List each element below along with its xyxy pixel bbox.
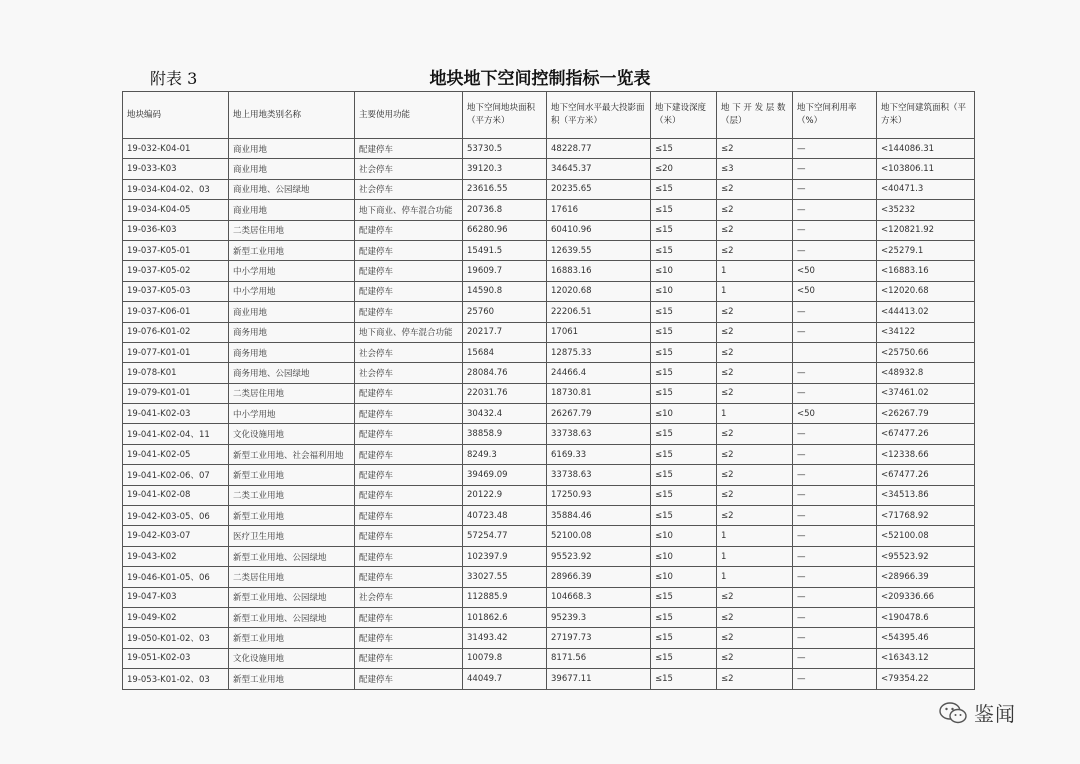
cell-plot-code: 19-037-K06-01 xyxy=(123,302,229,322)
cell-depth: ≤10 xyxy=(651,281,717,301)
cell-floor-area: <144086.31 xyxy=(877,139,975,159)
cell-plot-code: 19-041-K02-08 xyxy=(123,485,229,505)
cell-max-projection: 95239.3 xyxy=(547,607,651,627)
cell-plot-code: 19-050-K01-02、03 xyxy=(123,628,229,648)
col-header-floor-area: 地下空间建筑面积（平方米） xyxy=(877,92,975,139)
cell-depth: ≤15 xyxy=(651,424,717,444)
cell-plot-area: 44049.7 xyxy=(463,669,547,689)
cell-depth: ≤15 xyxy=(651,506,717,526)
cell-land-use: 二类居住用地 xyxy=(229,567,355,587)
cell-plot-code: 19-078-K01 xyxy=(123,363,229,383)
cell-plot-area: 112885.9 xyxy=(463,587,547,607)
cell-main-function: 社会停车 xyxy=(355,342,463,362)
cell-levels: 1 xyxy=(717,526,793,546)
cell-utilization: — xyxy=(793,465,877,485)
cell-plot-area: 20217.7 xyxy=(463,322,547,342)
cell-utilization: — xyxy=(793,159,877,179)
cell-main-function: 社会停车 xyxy=(355,363,463,383)
cell-land-use: 新型工业用地、公园绿地 xyxy=(229,587,355,607)
table-body xyxy=(123,139,975,690)
cell-main-function: 配建停车 xyxy=(355,220,463,240)
cell-main-function: 配建停车 xyxy=(355,567,463,587)
cell-land-use: 新型工业用地、公园绿地 xyxy=(229,546,355,566)
cell-utilization: — xyxy=(793,567,877,587)
col-header-utilization: 地下空间利用率（%） xyxy=(793,92,877,139)
table-row xyxy=(123,240,975,260)
cell-max-projection: 26267.79 xyxy=(547,404,651,424)
cell-land-use: 商业用地 xyxy=(229,302,355,322)
cell-levels: 1 xyxy=(717,567,793,587)
cell-levels: ≤2 xyxy=(717,628,793,648)
cell-depth: ≤10 xyxy=(651,567,717,587)
page-title: 地块地下空间控制指标一览表 xyxy=(429,69,651,89)
col-header-plot-area: 地下空间地块面积（平方米） xyxy=(463,92,547,139)
cell-max-projection: 16883.16 xyxy=(547,261,651,281)
cell-depth: ≤15 xyxy=(651,607,717,627)
cell-max-projection: 22206.51 xyxy=(547,302,651,322)
cell-main-function: 配建停车 xyxy=(355,240,463,260)
cell-main-function: 配建停车 xyxy=(355,139,463,159)
cell-depth: ≤20 xyxy=(651,159,717,179)
cell-utilization: — xyxy=(793,628,877,648)
cell-plot-area: 39469.09 xyxy=(463,465,547,485)
cell-plot-code: 19-037-K05-03 xyxy=(123,281,229,301)
cell-floor-area: <40471.3 xyxy=(877,179,975,199)
table-row xyxy=(123,526,975,546)
cell-floor-area: <16883.16 xyxy=(877,261,975,281)
cell-floor-area: <190478.6 xyxy=(877,607,975,627)
cell-max-projection: 6169.33 xyxy=(547,444,651,464)
cell-plot-code: 19-079-K01-01 xyxy=(123,383,229,403)
table-row xyxy=(123,261,975,281)
cell-land-use: 商务用地 xyxy=(229,342,355,362)
cell-max-projection: 8171.56 xyxy=(547,648,651,668)
cell-utilization: — xyxy=(793,648,877,668)
cell-utilization: — xyxy=(793,302,877,322)
cell-depth: ≤15 xyxy=(651,200,717,220)
cell-depth: ≤15 xyxy=(651,383,717,403)
cell-levels: 1 xyxy=(717,404,793,424)
table-row xyxy=(123,383,975,403)
cell-levels: ≤2 xyxy=(717,587,793,607)
cell-max-projection: 104668.3 xyxy=(547,587,651,607)
cell-plot-area: 102397.9 xyxy=(463,546,547,566)
cell-plot-code: 19-034-K04-05 xyxy=(123,200,229,220)
cell-land-use: 新型工业用地 xyxy=(229,240,355,260)
table-row xyxy=(123,607,975,627)
table-row xyxy=(123,546,975,566)
cell-levels: ≤2 xyxy=(717,363,793,383)
cell-max-projection: 52100.08 xyxy=(547,526,651,546)
cell-land-use: 新型工业用地、公园绿地 xyxy=(229,607,355,627)
cell-utilization: — xyxy=(793,424,877,444)
cell-main-function: 社会停车 xyxy=(355,587,463,607)
cell-max-projection: 33738.63 xyxy=(547,465,651,485)
cell-land-use: 中小学用地 xyxy=(229,261,355,281)
table-row xyxy=(123,485,975,505)
cell-utilization: — xyxy=(793,200,877,220)
cell-levels: 1 xyxy=(717,546,793,566)
cell-max-projection: 18730.81 xyxy=(547,383,651,403)
cell-utilization: — xyxy=(793,485,877,505)
cell-levels: ≤2 xyxy=(717,465,793,485)
cell-plot-area: 66280.96 xyxy=(463,220,547,240)
cell-main-function: 配建停车 xyxy=(355,281,463,301)
cell-max-projection: 27197.73 xyxy=(547,628,651,648)
cell-plot-code: 19-033-K03 xyxy=(123,159,229,179)
cell-max-projection: 60410.96 xyxy=(547,220,651,240)
table-row xyxy=(123,322,975,342)
cell-depth: ≤15 xyxy=(651,322,717,342)
cell-floor-area: <25279.1 xyxy=(877,240,975,260)
watermark-text: 鉴闻 xyxy=(974,702,1016,726)
cell-levels: ≤2 xyxy=(717,302,793,322)
cell-land-use: 中小学用地 xyxy=(229,404,355,424)
cell-land-use: 二类居住用地 xyxy=(229,383,355,403)
cell-max-projection: 95523.92 xyxy=(547,546,651,566)
cell-utilization: — xyxy=(793,179,877,199)
cell-plot-area: 40723.48 xyxy=(463,506,547,526)
col-header-land-use: 地上用地类别名称 xyxy=(229,92,355,139)
cell-plot-code: 19-034-K04-02、03 xyxy=(123,179,229,199)
cell-land-use: 商业用地 xyxy=(229,139,355,159)
cell-main-function: 社会停车 xyxy=(355,179,463,199)
cell-floor-area: <120821.92 xyxy=(877,220,975,240)
cell-main-function: 配建停车 xyxy=(355,383,463,403)
cell-utilization: — xyxy=(793,444,877,464)
cell-utilization: — xyxy=(793,240,877,260)
cell-plot-area: 20122.9 xyxy=(463,485,547,505)
cell-max-projection: 35884.46 xyxy=(547,506,651,526)
cell-main-function: 配建停车 xyxy=(355,444,463,464)
cell-plot-code: 19-037-K05-02 xyxy=(123,261,229,281)
cell-plot-code: 19-041-K02-03 xyxy=(123,404,229,424)
cell-floor-area: <26267.79 xyxy=(877,404,975,424)
table-header-row xyxy=(123,92,975,139)
table-row xyxy=(123,567,975,587)
cell-plot-area: 22031.76 xyxy=(463,383,547,403)
cell-levels: ≤2 xyxy=(717,383,793,403)
cell-plot-code: 19-047-K03 xyxy=(123,587,229,607)
cell-max-projection: 17250.93 xyxy=(547,485,651,505)
cell-land-use: 商务用地、公园绿地 xyxy=(229,363,355,383)
cell-floor-area: <12338.66 xyxy=(877,444,975,464)
cell-max-projection: 24466.4 xyxy=(547,363,651,383)
watermark xyxy=(938,698,1016,727)
cell-floor-area: <25750.66 xyxy=(877,342,975,362)
cell-land-use: 新型工业用地、社会福利用地 xyxy=(229,444,355,464)
cell-floor-area: <52100.08 xyxy=(877,526,975,546)
table-row xyxy=(123,424,975,444)
table-row xyxy=(123,506,975,526)
cell-main-function: 地下商业、停车混合功能 xyxy=(355,322,463,342)
cell-floor-area: <95523.92 xyxy=(877,546,975,566)
cell-levels: ≤2 xyxy=(717,648,793,668)
cell-main-function: 配建停车 xyxy=(355,526,463,546)
cell-depth: ≤15 xyxy=(651,444,717,464)
cell-floor-area: <209336.66 xyxy=(877,587,975,607)
cell-levels: ≤2 xyxy=(717,444,793,464)
cell-utilization: — xyxy=(793,220,877,240)
cell-plot-area: 28084.76 xyxy=(463,363,547,383)
cell-floor-area: <67477.26 xyxy=(877,424,975,444)
cell-land-use: 文化设施用地 xyxy=(229,424,355,444)
cell-plot-code: 19-077-K01-01 xyxy=(123,342,229,362)
cell-main-function: 地下商业、停车混合功能 xyxy=(355,200,463,220)
cell-plot-area: 10079.8 xyxy=(463,648,547,668)
cell-max-projection: 17616 xyxy=(547,200,651,220)
cell-utilization: — xyxy=(793,139,877,159)
table-row xyxy=(123,669,975,689)
cell-plot-code: 19-032-K04-01 xyxy=(123,139,229,159)
cell-utilization: — xyxy=(793,669,877,689)
cell-plot-area: 101862.6 xyxy=(463,607,547,627)
cell-land-use: 文化设施用地 xyxy=(229,648,355,668)
cell-floor-area: <28966.39 xyxy=(877,567,975,587)
cell-main-function: 配建停车 xyxy=(355,546,463,566)
cell-floor-area: <103806.11 xyxy=(877,159,975,179)
cell-plot-area: 15491.5 xyxy=(463,240,547,260)
table-row xyxy=(123,179,975,199)
cell-plot-code: 19-042-K03-07 xyxy=(123,526,229,546)
cell-levels: 1 xyxy=(717,281,793,301)
col-header-depth: 地下建设深度（米） xyxy=(651,92,717,139)
cell-land-use: 二类工业用地 xyxy=(229,485,355,505)
cell-depth: ≤15 xyxy=(651,179,717,199)
cell-depth: ≤15 xyxy=(651,465,717,485)
col-header-plot-code: 地块编码 xyxy=(123,92,229,139)
cell-land-use: 医疗卫生用地 xyxy=(229,526,355,546)
cell-main-function: 配建停车 xyxy=(355,465,463,485)
cell-depth: ≤15 xyxy=(651,220,717,240)
cell-depth: ≤15 xyxy=(651,485,717,505)
cell-main-function: 配建停车 xyxy=(355,506,463,526)
cell-main-function: 配建停车 xyxy=(355,648,463,668)
cell-plot-area: 8249.3 xyxy=(463,444,547,464)
cell-land-use: 新型工业用地 xyxy=(229,506,355,526)
cell-levels: ≤2 xyxy=(717,220,793,240)
cell-land-use: 商业用地、公园绿地 xyxy=(229,179,355,199)
cell-levels: ≤2 xyxy=(717,607,793,627)
table-row xyxy=(123,139,975,159)
cell-land-use: 新型工业用地 xyxy=(229,669,355,689)
cell-plot-code: 19-046-K01-05、06 xyxy=(123,567,229,587)
cell-levels: 1 xyxy=(717,261,793,281)
cell-max-projection: 20235.65 xyxy=(547,179,651,199)
cell-depth: ≤15 xyxy=(651,240,717,260)
cell-plot-area: 25760 xyxy=(463,302,547,322)
cell-utilization: — xyxy=(793,363,877,383)
cell-depth: ≤15 xyxy=(651,628,717,648)
cell-plot-code: 19-043-K02 xyxy=(123,546,229,566)
cell-utilization xyxy=(793,342,877,362)
cell-levels: ≤2 xyxy=(717,342,793,362)
cell-depth: ≤15 xyxy=(651,669,717,689)
cell-utilization: — xyxy=(793,587,877,607)
cell-max-projection: 48228.77 xyxy=(547,139,651,159)
cell-utilization: — xyxy=(793,546,877,566)
cell-max-projection: 12639.55 xyxy=(547,240,651,260)
cell-floor-area: <34513.86 xyxy=(877,485,975,505)
cell-land-use: 新型工业用地 xyxy=(229,628,355,648)
cell-depth: ≤15 xyxy=(651,648,717,668)
table-row xyxy=(123,628,975,648)
cell-levels: ≤2 xyxy=(717,200,793,220)
cell-plot-code: 19-053-K01-02、03 xyxy=(123,669,229,689)
cell-land-use: 中小学用地 xyxy=(229,281,355,301)
cell-main-function: 配建停车 xyxy=(355,607,463,627)
cell-levels: ≤2 xyxy=(717,485,793,505)
cell-utilization: — xyxy=(793,526,877,546)
cell-plot-code: 19-036-K03 xyxy=(123,220,229,240)
cell-floor-area: <16343.12 xyxy=(877,648,975,668)
cell-plot-code: 19-051-K02-03 xyxy=(123,648,229,668)
table-row xyxy=(123,465,975,485)
appendix-label: 附表 3 xyxy=(150,69,198,88)
cell-plot-area: 30432.4 xyxy=(463,404,547,424)
cell-depth: ≤15 xyxy=(651,302,717,322)
col-header-levels: 地 下 开 发 层 数（层） xyxy=(717,92,793,139)
cell-main-function: 配建停车 xyxy=(355,261,463,281)
wechat-icon xyxy=(938,701,968,725)
table-row xyxy=(123,648,975,668)
cell-floor-area: <44413.02 xyxy=(877,302,975,322)
cell-depth: ≤15 xyxy=(651,363,717,383)
cell-plot-area: 31493.42 xyxy=(463,628,547,648)
cell-plot-area: 19609.7 xyxy=(463,261,547,281)
cell-floor-area: <67477.26 xyxy=(877,465,975,485)
cell-depth: ≤15 xyxy=(651,587,717,607)
table-row xyxy=(123,404,975,424)
table-row xyxy=(123,281,975,301)
cell-land-use: 商业用地 xyxy=(229,200,355,220)
cell-depth: ≤15 xyxy=(651,342,717,362)
cell-max-projection: 34645.37 xyxy=(547,159,651,179)
cell-max-projection: 33738.63 xyxy=(547,424,651,444)
cell-levels: ≤2 xyxy=(717,240,793,260)
cell-utilization: — xyxy=(793,607,877,627)
cell-plot-area: 33027.55 xyxy=(463,567,547,587)
cell-main-function: 配建停车 xyxy=(355,669,463,689)
cell-utilization: <50 xyxy=(793,404,877,424)
table-row xyxy=(123,302,975,322)
cell-max-projection: 17061 xyxy=(547,322,651,342)
cell-plot-code: 19-076-K01-02 xyxy=(123,322,229,342)
cell-main-function: 配建停车 xyxy=(355,404,463,424)
cell-plot-area: 23616.55 xyxy=(463,179,547,199)
cell-floor-area: <71768.92 xyxy=(877,506,975,526)
cell-depth: ≤10 xyxy=(651,546,717,566)
cell-land-use: 新型工业用地 xyxy=(229,465,355,485)
table-row xyxy=(123,342,975,362)
cell-floor-area: <35232 xyxy=(877,200,975,220)
cell-depth: ≤10 xyxy=(651,526,717,546)
cell-max-projection: 39677.11 xyxy=(547,669,651,689)
cell-floor-area: <34122 xyxy=(877,322,975,342)
cell-floor-area: <37461.02 xyxy=(877,383,975,403)
cell-levels: ≤3 xyxy=(717,159,793,179)
cell-plot-area: 14590.8 xyxy=(463,281,547,301)
cell-plot-code: 19-041-K02-04、11 xyxy=(123,424,229,444)
table-row xyxy=(123,200,975,220)
cell-utilization: <50 xyxy=(793,261,877,281)
cell-plot-area: 39120.3 xyxy=(463,159,547,179)
cell-plot-area: 20736.8 xyxy=(463,200,547,220)
cell-utilization: — xyxy=(793,383,877,403)
cell-max-projection: 12020.68 xyxy=(547,281,651,301)
cell-plot-code: 19-041-K02-06、07 xyxy=(123,465,229,485)
cell-land-use: 二类居住用地 xyxy=(229,220,355,240)
cell-floor-area: <12020.68 xyxy=(877,281,975,301)
cell-main-function: 配建停车 xyxy=(355,302,463,322)
cell-utilization: — xyxy=(793,322,877,342)
cell-max-projection: 28966.39 xyxy=(547,567,651,587)
cell-max-projection: 12875.33 xyxy=(547,342,651,362)
table-row xyxy=(123,587,975,607)
control-index-table xyxy=(122,91,975,690)
table-row xyxy=(123,444,975,464)
cell-main-function: 社会停车 xyxy=(355,159,463,179)
cell-plot-area: 38858.9 xyxy=(463,424,547,444)
col-header-main-function: 主要使用功能 xyxy=(355,92,463,139)
cell-levels: ≤2 xyxy=(717,506,793,526)
cell-main-function: 配建停车 xyxy=(355,628,463,648)
table-row xyxy=(123,363,975,383)
table-row xyxy=(123,159,975,179)
table-row xyxy=(123,220,975,240)
cell-land-use: 商业用地 xyxy=(229,159,355,179)
cell-main-function: 配建停车 xyxy=(355,424,463,444)
cell-plot-code: 19-049-K02 xyxy=(123,607,229,627)
cell-levels: ≤2 xyxy=(717,424,793,444)
col-header-max-projection: 地下空间水平最大投影面积（平方米） xyxy=(547,92,651,139)
cell-plot-area: 15684 xyxy=(463,342,547,362)
cell-plot-area: 53730.5 xyxy=(463,139,547,159)
cell-plot-code: 19-037-K05-01 xyxy=(123,240,229,260)
cell-utilization: — xyxy=(793,506,877,526)
cell-utilization: <50 xyxy=(793,281,877,301)
cell-plot-area: 57254.77 xyxy=(463,526,547,546)
cell-levels: ≤2 xyxy=(717,139,793,159)
cell-floor-area: <48932.8 xyxy=(877,363,975,383)
cell-floor-area: <54395.46 xyxy=(877,628,975,648)
cell-depth: ≤10 xyxy=(651,261,717,281)
cell-levels: ≤2 xyxy=(717,179,793,199)
cell-depth: ≤10 xyxy=(651,404,717,424)
cell-levels: ≤2 xyxy=(717,322,793,342)
cell-land-use: 商务用地 xyxy=(229,322,355,342)
cell-floor-area: <79354.22 xyxy=(877,669,975,689)
cell-main-function: 配建停车 xyxy=(355,485,463,505)
cell-plot-code: 19-042-K03-05、06 xyxy=(123,506,229,526)
cell-levels: ≤2 xyxy=(717,669,793,689)
cell-plot-code: 19-041-K02-05 xyxy=(123,444,229,464)
cell-depth: ≤15 xyxy=(651,139,717,159)
